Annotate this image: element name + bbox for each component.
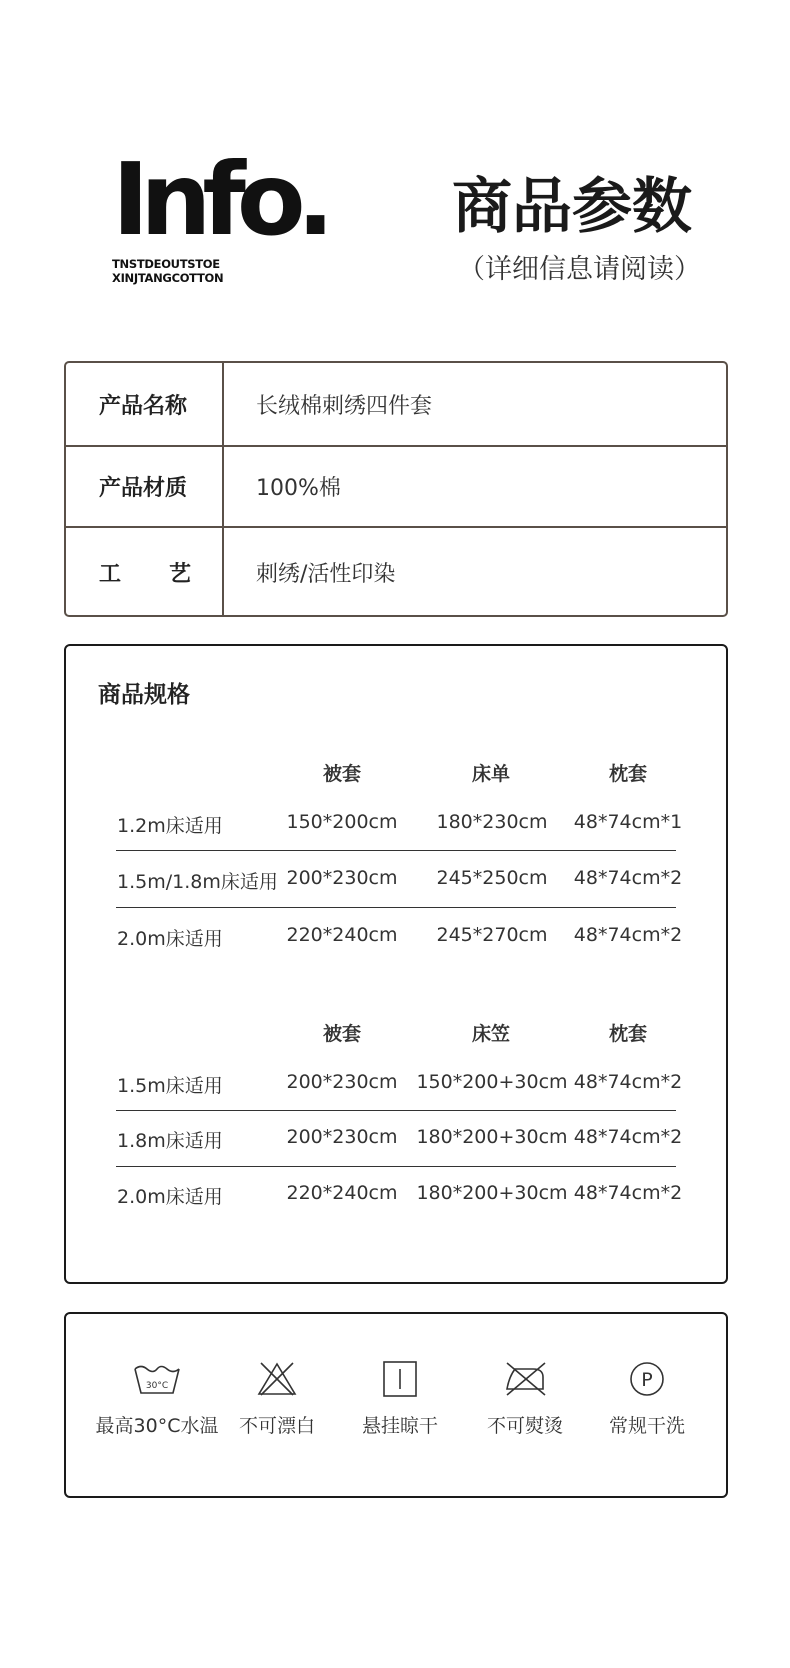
table2-cell: 48*74cm*2 xyxy=(573,1071,683,1093)
table1-cell: 48*74cm*2 xyxy=(573,867,683,889)
table2-row-name: 1.8m床适用 xyxy=(117,1130,223,1152)
table2-header: 床笠 xyxy=(471,1023,510,1045)
table2-cell: 180*200+30cm xyxy=(416,1126,568,1148)
info-label xyxy=(99,528,191,617)
dry-clean-p-icon xyxy=(617,1359,677,1399)
table1-header: 枕套 xyxy=(608,763,647,785)
info-divider xyxy=(222,447,224,526)
spec-title: 商品规格 xyxy=(98,682,190,708)
logo-sub-line2: XINJTANGCOTTON xyxy=(112,271,224,285)
table2-cell: 48*74cm*2 xyxy=(573,1126,683,1148)
table1-cell: 220*240cm xyxy=(286,924,398,946)
table1-cell: 150*200cm xyxy=(286,811,398,833)
dry-clean-letter: P xyxy=(641,1369,653,1391)
care-label-iron: 不可熨烫 xyxy=(486,1415,563,1437)
care-label-wash: 最高30°C水温 xyxy=(95,1415,219,1437)
table1-row-name: 1.5m/1.8m床适用 xyxy=(117,871,278,893)
table1-header: 被套 xyxy=(322,763,361,785)
table-row-divider xyxy=(116,1110,676,1111)
info-label-char: 艺 xyxy=(168,562,191,587)
wash-temp-text: 30°C xyxy=(145,1381,169,1391)
table1-row-name: 1.2m床适用 xyxy=(117,815,223,837)
table1-cell: 48*74cm*1 xyxy=(573,811,683,833)
care-label-dry: 悬挂晾干 xyxy=(361,1415,438,1437)
table2-cell: 200*230cm xyxy=(286,1126,398,1148)
logo-wordmark: Info. xyxy=(112,141,326,258)
info-row-craft xyxy=(66,528,726,617)
info-label: 产品名称 xyxy=(99,393,188,419)
table2-header: 枕套 xyxy=(608,1023,647,1045)
table2-cell: 180*200+30cm xyxy=(416,1182,568,1204)
info-label: 产品材质 xyxy=(99,476,188,501)
table1-cell: 48*74cm*2 xyxy=(573,924,683,946)
info-label-char: 工 xyxy=(99,562,122,587)
table1-cell: 200*230cm xyxy=(286,867,398,889)
table1-row-name: 2.0m床适用 xyxy=(117,928,223,950)
info-divider xyxy=(222,363,224,445)
table2-cell: 48*74cm*2 xyxy=(573,1182,683,1204)
table1-cell: 180*230cm xyxy=(436,811,548,833)
no-iron-icon xyxy=(495,1359,555,1399)
info-value: 100%棉 xyxy=(256,476,341,501)
table2-cell: 220*240cm xyxy=(286,1182,398,1204)
info-value: 刺绣/活性印染 xyxy=(256,562,396,587)
info-row-material xyxy=(66,447,726,528)
table2-header: 被套 xyxy=(322,1023,361,1045)
logo-sub-line1: TNSTDEOUTSTOE xyxy=(112,257,220,271)
wash-30-icon xyxy=(127,1359,187,1399)
info-value: 长绒棉刺绣四件套 xyxy=(256,393,433,419)
info-divider xyxy=(222,528,224,617)
info-row-name xyxy=(66,363,726,447)
table1-cell: 245*250cm xyxy=(436,867,548,889)
table1-header: 床单 xyxy=(471,763,510,785)
table2-row-name: 1.5m床适用 xyxy=(117,1075,223,1097)
table2-row-name: 2.0m床适用 xyxy=(117,1186,223,1208)
care-instructions-panel xyxy=(64,1312,728,1498)
table-row-divider xyxy=(116,1166,676,1167)
page-title: 商品参数 xyxy=(452,172,692,242)
logo-subtext xyxy=(112,257,223,285)
page-subtitle: （详细信息请阅读） xyxy=(458,254,701,285)
care-label-bleach: 不可漂白 xyxy=(238,1415,315,1437)
table-row-divider xyxy=(116,907,676,908)
table2-cell: 150*200+30cm xyxy=(416,1071,568,1093)
no-bleach-icon xyxy=(247,1359,307,1399)
table-row-divider xyxy=(116,850,676,851)
hang-dry-icon xyxy=(370,1359,430,1399)
care-label-dryclean: 常规干洗 xyxy=(608,1415,685,1437)
product-info-table xyxy=(64,361,728,617)
table1-cell: 245*270cm xyxy=(436,924,548,946)
table2-cell: 200*230cm xyxy=(286,1071,398,1093)
